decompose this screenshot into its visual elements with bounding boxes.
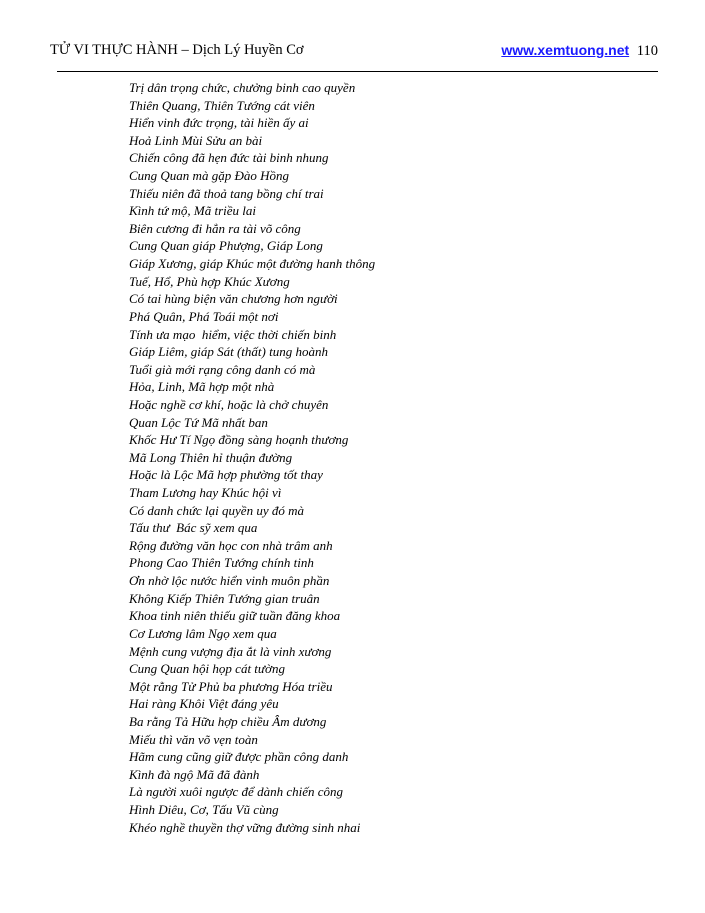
- verse-line: Tuế, Hổ, Phù hợp Khúc Xương: [129, 273, 290, 289]
- verse-line: Khốc Hư Tí Ngọ đồng sàng hoạnh thương: [129, 432, 349, 448]
- verse-line: Hỏa, Linh, Mã hợp một nhà: [129, 379, 275, 395]
- verse-line: Cung Quan giáp Phượng, Giáp Long: [129, 238, 323, 254]
- verse-line: Hãm cung cũng giữ được phần công danh: [129, 749, 349, 765]
- verse-line: Phong Cao Thiên Tướng chính tinh: [129, 555, 314, 571]
- verse-line: Giáp Liêm, giáp Sát (thất) tung hoành: [129, 344, 328, 360]
- verse-line: Khoa tinh niên thiếu giữ tuần đăng khoa: [129, 608, 341, 624]
- verse-line: Thiên Quang, Thiên Tướng cát viên: [129, 97, 315, 113]
- verse-line: Tuổi già mới rạng công danh có mà: [129, 361, 316, 377]
- verse-line: Tham Lương hay Khúc hội vì: [129, 485, 282, 501]
- verse-line: Kình đà ngộ Mã đã đành: [129, 766, 260, 782]
- verse-line: Khéo nghề thuyền thợ vững đường sinh nhai: [129, 819, 361, 835]
- verse-line: Hiển vinh đức trọng, tài hiền ấy ai: [129, 115, 309, 131]
- verse-line: Hoặc là Lộc Mã hợp phường tốt thay: [129, 467, 323, 483]
- verse-line: Cơ Lương lâm Ngọ xem qua: [129, 625, 277, 641]
- website-link[interactable]: www.xemtuong.net: [501, 42, 630, 58]
- verse-line: Hoả Linh Mùi Sửu an bài: [129, 132, 263, 148]
- verse-line: Biên cương đi hẳn ra tài võ công: [129, 220, 301, 236]
- verse-body: [129, 79, 375, 836]
- verse-line: Cung Quan mà gặp Đào Hồng: [129, 168, 289, 184]
- verse-line: Rộng đường văn học con nhà trâm anh: [129, 537, 333, 553]
- verse-line: Tấu thư Bác sỹ xem qua: [129, 520, 258, 536]
- verse-line: Tính ưa mạo hiểm, việc thời chiến binh: [129, 326, 337, 342]
- verse-line: Hình Diêu, Cơ, Tấu Vũ cùng: [129, 801, 279, 817]
- verse-line: Là người xuôi ngược để dành chiến công: [129, 784, 343, 800]
- header-divider: [57, 71, 658, 72]
- page-number: 110: [636, 43, 658, 59]
- verse-line: Trị dân trọng chức, chưởng binh cao quyền: [129, 80, 356, 95]
- verse-line: Phá Quân, Phá Toái một nơi: [129, 308, 279, 324]
- header-right: [501, 42, 658, 60]
- verse-line: Ơn nhờ lộc nước hiển vinh muôn phần: [129, 573, 330, 589]
- verse-line: Có tai hùng biện văn chương hơn người: [129, 291, 338, 307]
- verse-line: Thiếu niên đã thoả tang bồng chí trai: [129, 185, 324, 201]
- verse-line: Mệnh cung vượng địa ắt là vinh xương: [129, 643, 332, 659]
- verse-line: Hoặc nghề cơ khí, hoặc là chở chuyên: [129, 396, 329, 412]
- verse-line: Ba rằng Tả Hữu hợp chiều Âm dương: [129, 713, 327, 729]
- verse-line: Miếu thì văn võ vẹn toàn: [129, 731, 258, 747]
- verse-line: Mã Long Thiên hỉ thuận đường: [129, 449, 293, 465]
- verse-line: Giáp Xương, giáp Khúc một đường hanh thông: [129, 256, 376, 272]
- verse-line: Kình tứ mộ, Mã triều lai: [129, 203, 256, 219]
- verse-line: Quan Lộc Tứ Mã nhất ban: [129, 414, 268, 430]
- verse-line: Một rằng Tử Phủ ba phương Hóa triều: [129, 678, 333, 694]
- verse-line: Hai ràng Khôi Việt đáng yêu: [129, 696, 279, 712]
- document-title: TỬ VI THỰC HÀNH – Dịch Lý Huyền Cơ: [50, 42, 304, 58]
- verse-line: Không Kiếp Thiên Tướng gian truân: [129, 590, 320, 606]
- verse-line: Cung Quan hội họp cát tường: [129, 661, 285, 677]
- page-header: [50, 42, 658, 62]
- verse-line: Chiến công đã hẹn đức tài binh nhung: [129, 150, 329, 166]
- verse-line: Có danh chức lại quyền uy đó mà: [129, 502, 304, 518]
